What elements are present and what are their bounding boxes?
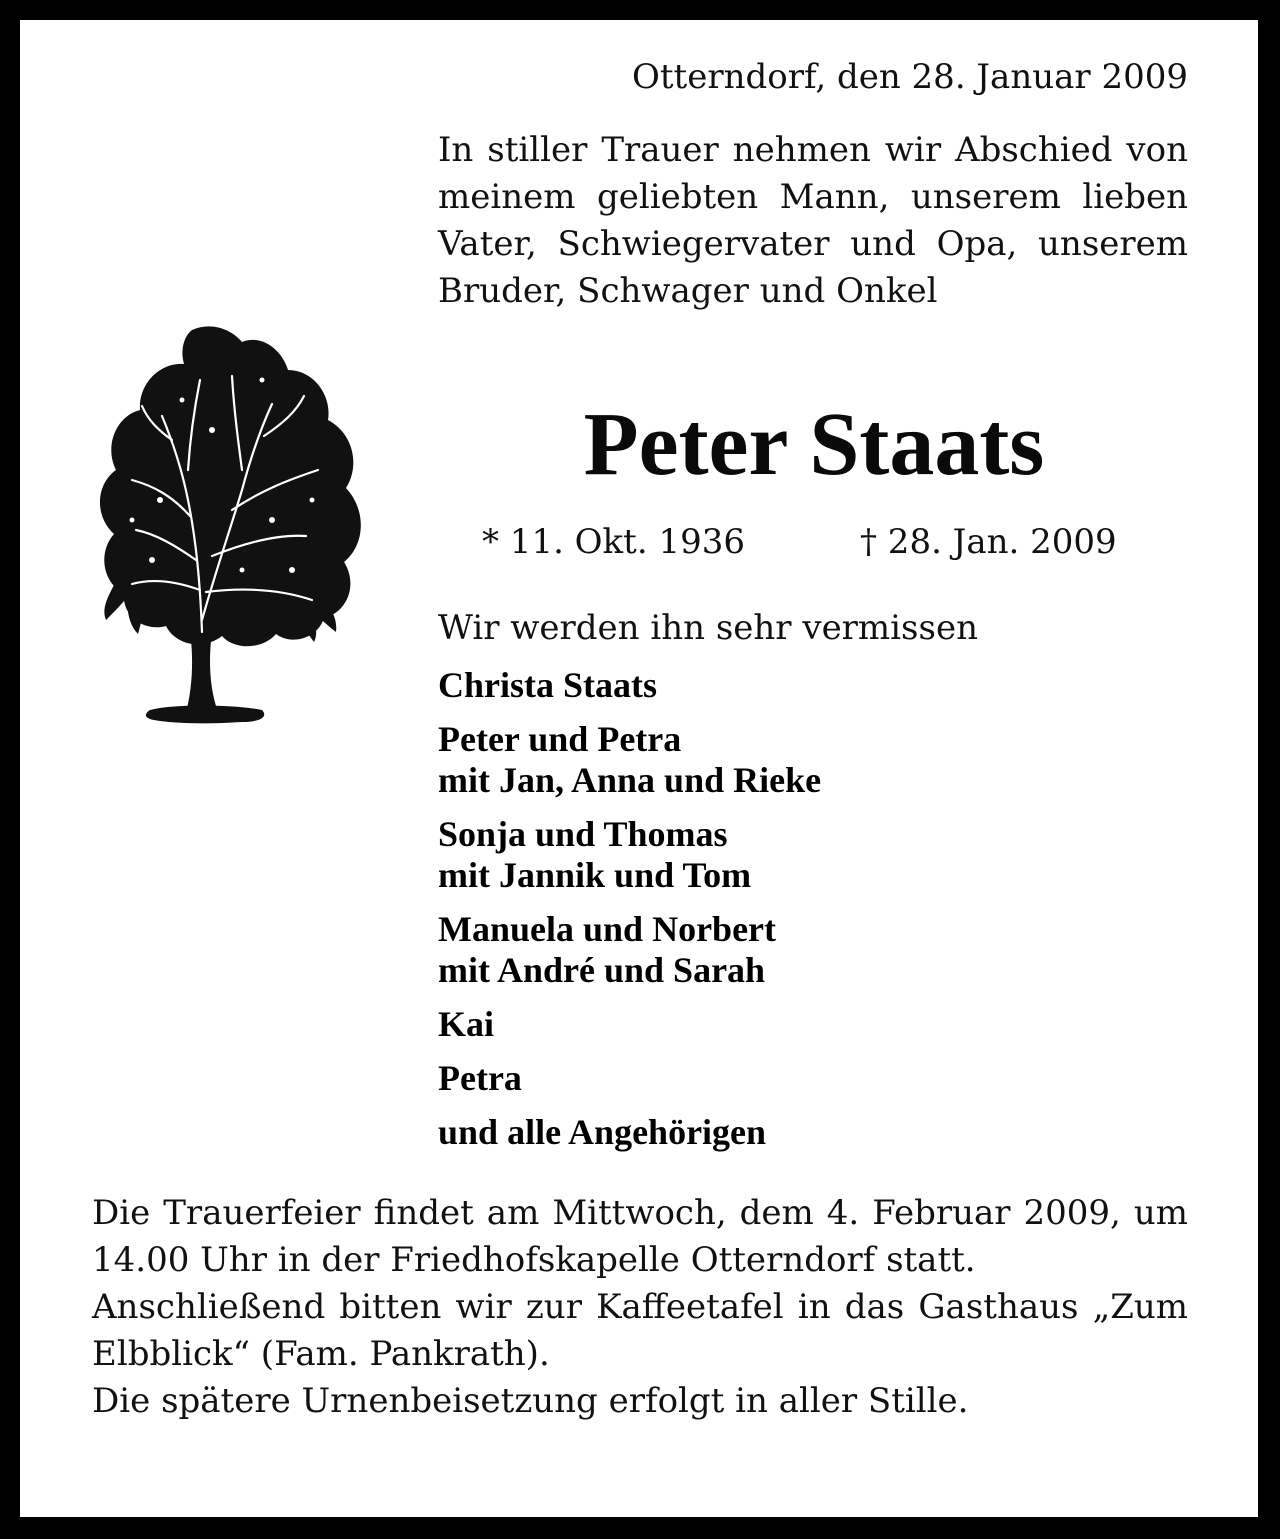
mourner-group bbox=[438, 909, 1198, 991]
death-date: † 28. Jan. 2009 bbox=[860, 522, 1117, 562]
service-paragraph: Die Trauerfeier findet am Mittwoch, dem 4. Februar 2009, um 14.00 Uhr in der Friedhofskapelle Otterndorf statt. bbox=[92, 1193, 1188, 1280]
service-info bbox=[92, 1190, 1188, 1425]
mourner-line: mit Jan, Anna und Rieke bbox=[438, 760, 822, 800]
mourner-group bbox=[438, 1112, 1198, 1153]
birth-date: * 11. Okt. 1936 bbox=[482, 522, 745, 562]
mourner-line: Christa Staats bbox=[438, 665, 658, 705]
tree-silhouette-icon bbox=[92, 320, 374, 732]
mourner-line: Peter und Petra bbox=[438, 719, 682, 759]
miss-line: Wir werden ihn sehr vermissen bbox=[438, 608, 978, 648]
mourner-group bbox=[438, 719, 1198, 801]
mourners-list bbox=[438, 665, 1198, 1166]
mourner-line: Sonja und Thomas bbox=[438, 814, 728, 854]
mourner-line: Kai bbox=[438, 1004, 495, 1044]
mourner-group bbox=[438, 1058, 1198, 1099]
deceased-name: Peter Staats bbox=[583, 395, 1045, 494]
mourner-group bbox=[438, 814, 1198, 896]
mourner-line: und alle Angehörigen bbox=[438, 1112, 767, 1152]
mourner-line: mit André und Sarah bbox=[438, 950, 766, 990]
mourner-line: mit Jannik und Tom bbox=[438, 855, 752, 895]
mourner-group bbox=[438, 1004, 1198, 1045]
intro-text: In stiller Trauer nehmen wir Abschied von meinem geliebten Mann, unserem lieben Vater, Schwiegervater und Opa, unserem Bruder, Schwager und Onkel bbox=[438, 130, 1188, 311]
place-date: Otterndorf, den 28. Januar 2009 bbox=[632, 57, 1188, 97]
mourner-group bbox=[438, 665, 1198, 706]
mourner-line: Petra bbox=[438, 1058, 522, 1098]
mourner-line: Manuela und Norbert bbox=[438, 909, 777, 949]
service-paragraph: Anschließend bitten wir zur Kaffeetafel in das Gasthaus „Zum Elbblick“ (Fam. Pankrath). bbox=[92, 1287, 1188, 1374]
service-paragraph: Die spätere Urnenbeisetzung erfolgt in aller Stille. bbox=[92, 1381, 969, 1421]
